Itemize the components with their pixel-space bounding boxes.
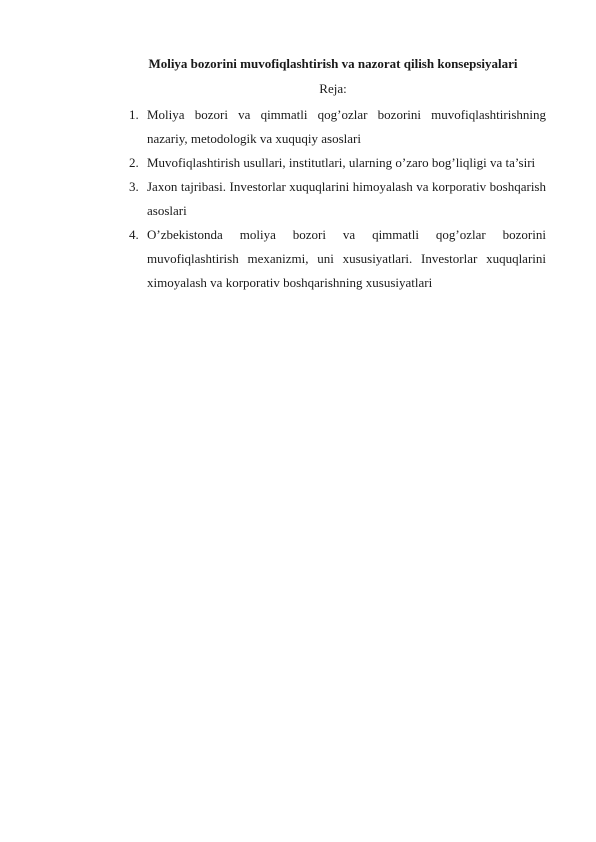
plan-item <box>129 151 546 175</box>
plan-item-text: Jaxon tajribasi. Investorlar xuquqlarini himoyalash va korporativ boshqarish asoslari <box>147 179 546 218</box>
plan-item-text: O’zbekistonda moliya bozori va qimmatli qog’ozlar bozorini muvofiqlashtirish mexanizmi, uni xususiyatlari. Investorlar xuquqlarini ximoyalash va korporativ boshqarishning xususiyatlari <box>147 227 546 290</box>
plan-item <box>129 103 546 151</box>
plan-label: Reja: <box>319 81 347 96</box>
plan-item-number: 1. <box>129 107 139 122</box>
plan-item <box>129 223 546 295</box>
plan-item <box>129 175 546 223</box>
plan-item-text: Muvofiqlashtirish usullari, institutlari, ularning o’zaro bog’liqligi va ta’siri <box>147 155 536 170</box>
plan-item-number: 3. <box>129 179 139 194</box>
document-title: Moliya bozorini muvofiqlashtirish va nazorat qilish konsepsiyalari <box>148 56 518 71</box>
plan-item-text: Moliya bozori va qimmatli qog’ozlar bozorini muvofiqlashtirishning nazariy, metodologik va xuquqiy asoslari <box>147 107 546 146</box>
plan-list <box>129 103 546 295</box>
plan-item-number: 2. <box>129 155 139 170</box>
plan-item-number: 4. <box>129 227 139 242</box>
